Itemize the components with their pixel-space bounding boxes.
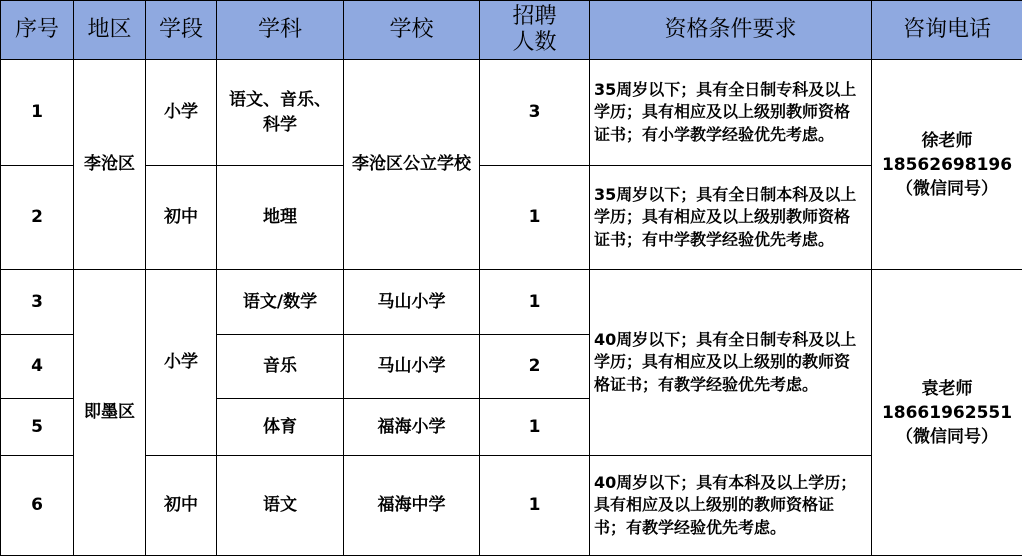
subject-cell: 地理	[217, 166, 344, 270]
count-cell: 1	[480, 166, 590, 270]
row-index: 2	[1, 166, 74, 270]
school-cell: 福海中学	[344, 456, 480, 556]
requirement-cell: 35周岁以下；具有全日制专科及以上学历；具有相应及以上级别教师资格证书；有小学教学经验优先考虑。	[590, 60, 872, 166]
subject-cell: 语文/数学	[217, 270, 344, 335]
header-contact: 咨询电话	[872, 1, 1022, 60]
contact-cell: 徐老师 18562698196 （微信同号）	[872, 60, 1022, 270]
header-count: 招聘 人数	[480, 1, 590, 60]
requirement-cell: 40周岁以下；具有本科及以上学历；具有相应及以上级别的教师资格证书；有教学经验优先考虑。	[590, 456, 872, 556]
region-cell: 李沧区	[74, 60, 146, 270]
count-cell: 1	[480, 456, 590, 556]
table-row	[1, 60, 1022, 166]
header-subject: 学科	[217, 1, 344, 60]
school-cell: 马山小学	[344, 335, 480, 399]
header-region: 地区	[74, 1, 146, 60]
header-index: 序号	[1, 1, 74, 60]
school-cell	[344, 60, 480, 270]
requirement-cell: 35周岁以下；具有全日制本科及以上学历；具有相应及以上级别教师资格证书；有中学教学经验优先考虑。	[590, 166, 872, 270]
subject-cell: 音乐	[217, 335, 344, 399]
subject-cell: 语文	[217, 456, 344, 556]
count-cell: 1	[480, 399, 590, 456]
requirement-cell: 40周岁以下；具有全日制专科及以上学历；具有相应及以上级别的教师资格证书；有教学经验优先考虑。	[590, 270, 872, 456]
subject-text: 语文、音乐、科学	[229, 89, 331, 135]
table-row	[1, 166, 1022, 270]
header-requirements: 资格条件要求	[590, 1, 872, 60]
subject-cell: 体育	[217, 399, 344, 456]
header-school: 学校	[344, 1, 480, 60]
row-index: 4	[1, 335, 74, 399]
stage-cell: 小学	[146, 60, 217, 166]
row-index: 1	[1, 60, 74, 166]
stage-cell: 初中	[146, 456, 217, 556]
stage-cell: 初中	[146, 166, 217, 270]
region-cell: 即墨区	[74, 270, 146, 556]
row-index: 5	[1, 399, 74, 456]
count-cell: 1	[480, 270, 590, 335]
header-row	[1, 1, 1022, 60]
stage-cell: 小学	[146, 270, 217, 456]
header-stage: 学段	[146, 1, 217, 60]
school-cell: 马山小学	[344, 270, 480, 335]
count-cell: 2	[480, 335, 590, 399]
table-row	[1, 270, 1022, 335]
subject-cell	[217, 60, 344, 166]
school-cell: 福海小学	[344, 399, 480, 456]
row-index: 6	[1, 456, 74, 556]
table-row	[1, 456, 1022, 556]
count-cell: 3	[480, 60, 590, 166]
school-text: 李沧区公立学校	[352, 154, 471, 174]
contact-cell: 袁老师 18661962551 （微信同号）	[872, 270, 1022, 556]
row-index: 3	[1, 270, 74, 335]
